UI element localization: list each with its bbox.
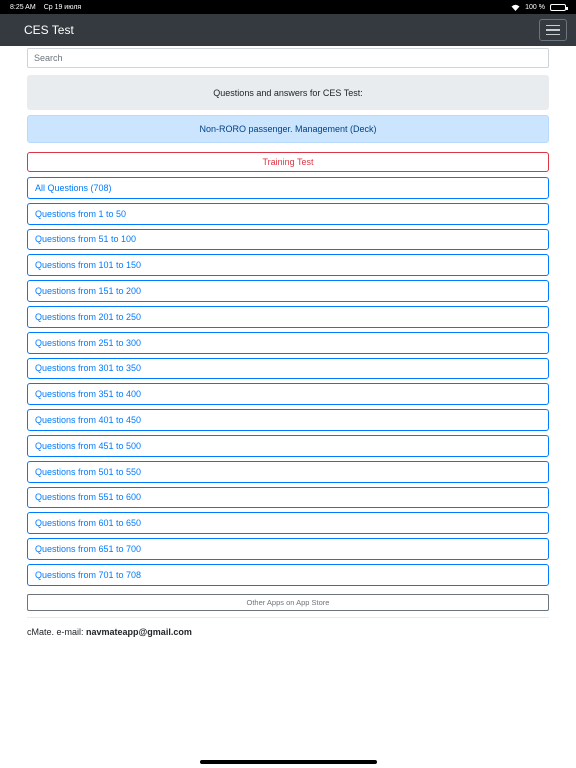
wifi-icon: [511, 4, 520, 11]
question-range-label: Questions from 701 to 708: [35, 569, 142, 580]
question-range-label: Questions from 201 to 250: [35, 311, 142, 322]
battery-icon: [550, 4, 566, 11]
status-time: 8:25 AM: [10, 3, 36, 11]
course-title: Non-RORO passenger. Management (Deck): [199, 124, 377, 134]
training-test-button[interactable]: [27, 152, 549, 172]
question-group-list: [27, 177, 549, 586]
question-range-button[interactable]: [27, 306, 549, 328]
question-range-label: Questions from 601 to 650: [35, 518, 142, 529]
question-range-button[interactable]: [27, 538, 549, 560]
question-range-button[interactable]: [27, 512, 549, 534]
hamburger-menu-icon[interactable]: [539, 19, 567, 41]
status-bar: [0, 0, 576, 14]
question-range-button[interactable]: [27, 332, 549, 354]
question-range-label: Questions from 151 to 200: [35, 286, 142, 297]
question-range-button[interactable]: [27, 254, 549, 276]
training-test-label: Training Test: [262, 157, 314, 167]
question-range-button[interactable]: [27, 564, 549, 586]
question-range-label: Questions from 251 to 300: [35, 337, 142, 348]
question-range-label: Questions from 451 to 500: [35, 440, 142, 451]
other-apps-button[interactable]: [27, 594, 549, 611]
question-range-button[interactable]: [27, 229, 549, 251]
footer-email[interactable]: navmateapp@gmail.com: [86, 626, 192, 637]
info-text: Questions and answers for CES Test:: [213, 87, 363, 98]
question-range-label: Questions from 51 to 100: [35, 234, 137, 245]
course-banner: [27, 115, 549, 143]
footer: [27, 627, 549, 637]
question-range-label: Questions from 351 to 400: [35, 389, 142, 400]
question-range-button[interactable]: [27, 461, 549, 483]
question-range-button[interactable]: [27, 409, 549, 431]
question-range-label: Questions from 1 to 50: [35, 208, 127, 219]
other-apps-label: Other Apps on App Store: [246, 597, 330, 607]
home-indicator: [200, 760, 377, 764]
question-range-button[interactable]: [27, 203, 549, 225]
question-range-label: Questions from 551 to 600: [35, 492, 142, 503]
question-range-label: Questions from 301 to 350: [35, 363, 142, 374]
navbar-title[interactable]: CES Test: [24, 23, 74, 37]
question-range-label: Questions from 101 to 150: [35, 260, 142, 271]
divider: [27, 617, 549, 618]
status-date: Ср 19 июля: [43, 3, 82, 11]
main-content: [27, 48, 549, 637]
question-range-label: All Questions (708): [35, 182, 112, 193]
question-range-button[interactable]: [27, 280, 549, 302]
all-questions-button[interactable]: [27, 177, 549, 199]
navbar: [0, 14, 576, 46]
search-input[interactable]: [27, 48, 549, 68]
battery-percent: 100 %: [525, 3, 545, 11]
info-banner: [27, 75, 549, 110]
question-range-button[interactable]: [27, 487, 549, 509]
footer-prefix: cMate. e-mail:: [27, 626, 87, 637]
question-range-label: Questions from 501 to 550: [35, 466, 142, 477]
question-range-button[interactable]: [27, 383, 549, 405]
question-range-button[interactable]: [27, 435, 549, 457]
question-range-label: Questions from 651 to 700: [35, 544, 142, 555]
question-range-label: Questions from 401 to 450: [35, 415, 142, 426]
question-range-button[interactable]: [27, 358, 549, 380]
